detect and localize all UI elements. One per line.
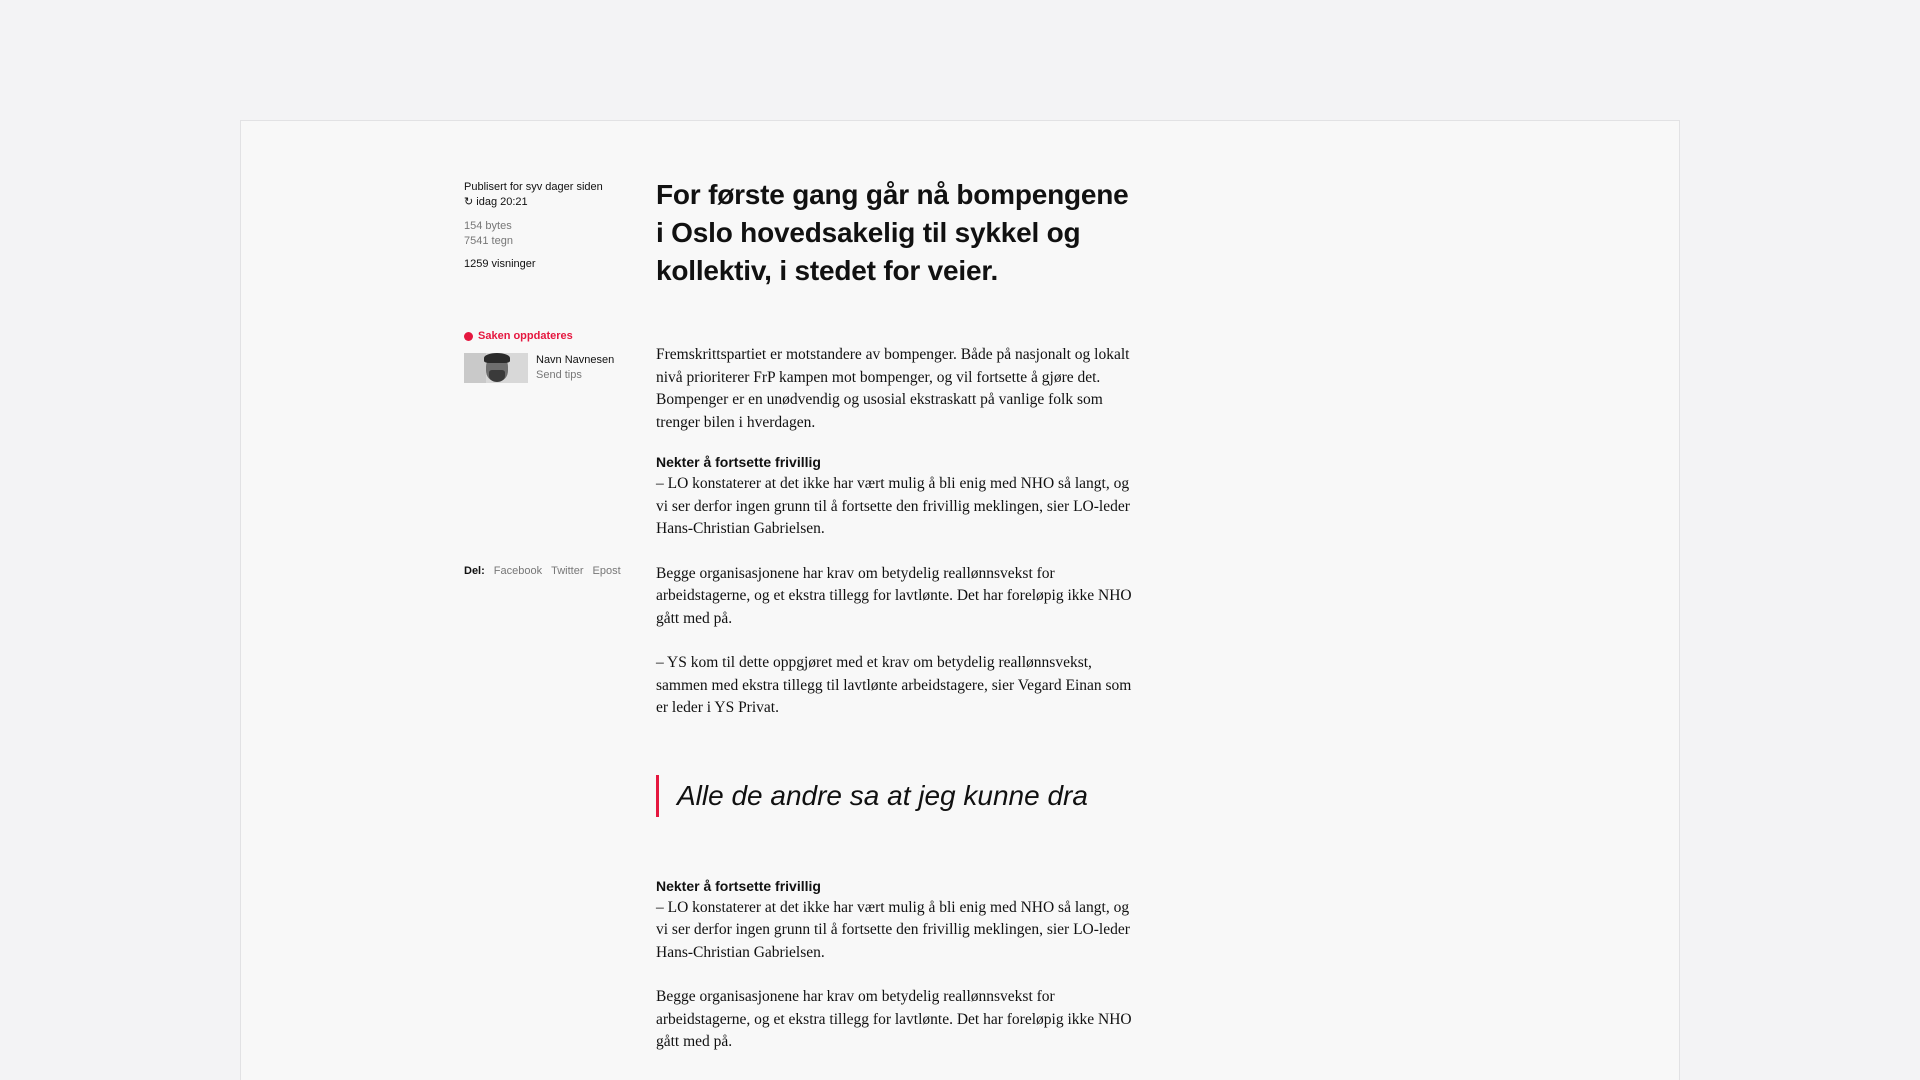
live-dot-icon: [464, 332, 473, 341]
share-facebook-link[interactable]: Facebook: [493, 565, 543, 577]
author-byline[interactable]: [464, 353, 634, 383]
share-twitter-link[interactable]: Twitter: [551, 565, 584, 577]
article-stats: [464, 219, 634, 249]
article-main: [656, 176, 1136, 1054]
article-paragraph: Begge organisasjonene har krav om betydelig reallønnsvekst for arbeidstagerne, og et ekstra tillegg for lavtlønte. Det har foreløpig ikke NHO gått med på.: [656, 988, 1132, 1050]
share-email-link[interactable]: Epost: [592, 565, 621, 577]
article-subheading: Nekter å fortsette frivillig: [656, 454, 821, 470]
article-sidebar: [464, 180, 634, 577]
char-count: 7541 tegn: [464, 235, 513, 247]
author-name[interactable]: Navn Navnesen: [536, 354, 615, 366]
article-subheading: Nekter å fortsette frivillig: [656, 877, 821, 894]
article-paragraph: Begge organisasjonene har krav om betydelig reallønnsvekst for arbeidstagerne, og et ekstra tillegg for lavtlønte. Det har foreløpig ikke NHO gått med på.: [656, 564, 1132, 627]
article-headline: For første gang går nå bompengene i Oslo hovedsakelig til sykkel og kollektiv, i stedet for veier.: [656, 179, 1129, 286]
share-bar: [464, 565, 634, 577]
share-label: Del:: [464, 565, 485, 577]
article-paragraph: – LO konstaterer at det ikke har vært mulig å bli enig med NHO så langt, og vi ser derfor ingen grunn til å fortsette den frivillig meklingen, sier LO-leder Hans-Christian Gabrielsen.: [656, 898, 1130, 961]
article-paragraph: Fremskrittspartiet er motstandere av bompenger. Både på nasjonalt og lokalt nivå prioriterer FrP kampen mot bompenger, og vil fortsette å gjøre det. Bompenger er en unødvendig og usosial ekstraskatt på vanlige folk som trenger bilen i hverdagen.: [656, 346, 1130, 431]
send-tips-link[interactable]: Send tips: [536, 369, 582, 381]
article-paragraph: – YS kom til dette oppgjøret med et krav om betydelig reallønnsvekst, sammen med ekstra tillegg til lavtlønte arbeidstagere, sier Vegard Einan som er leder i YS Privat.: [656, 654, 1132, 716]
updated-time: ↻ idag 20:21: [464, 196, 528, 208]
published-time: Publisert for syv dager siden: [464, 181, 603, 193]
byte-count: 154 bytes: [464, 220, 512, 232]
live-update-indicator: [464, 330, 634, 342]
article-paragraph: – LO konstaterer at det ikke har vært mulig å bli enig med NHO så langt, og vi ser derfor ingen grunn til å fortsette den frivillig meklingen, sier LO-leder Hans-Christian Gabrielsen.: [656, 475, 1130, 537]
live-update-label: Saken oppdateres: [478, 330, 573, 342]
view-count: 1259 visninger: [464, 258, 536, 270]
avatar: [464, 353, 528, 383]
pull-quote: Alle de andre sa at jeg kunne dra: [656, 775, 1136, 817]
